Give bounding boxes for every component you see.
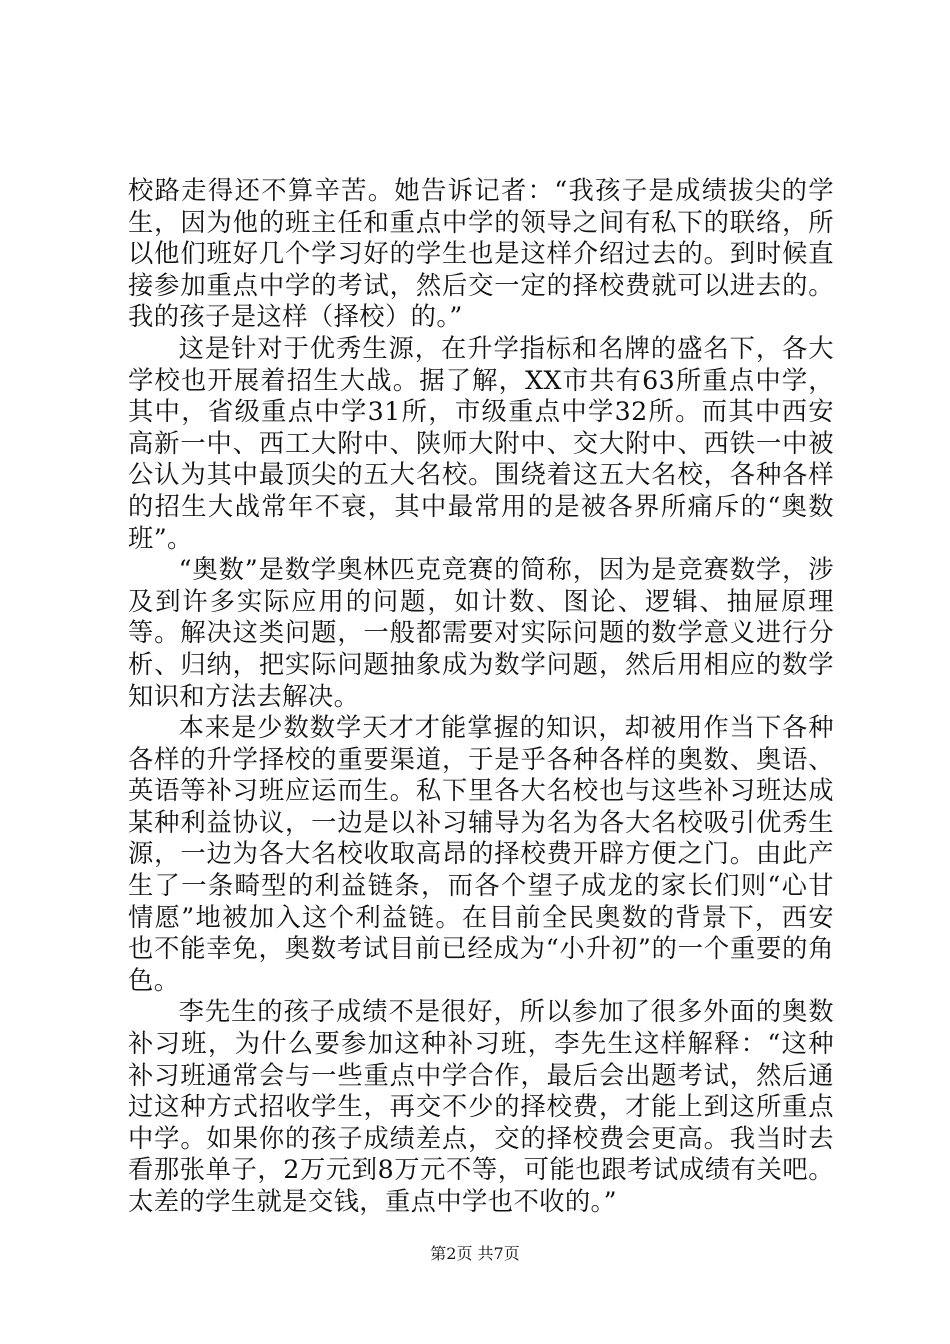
paragraph-mr-li: 李先生的孩子成绩不是很好，所以参加了很多外面的奥数补习班，为什么要参加这种补习班，李先生这样解释：“这种补习班通常会与一些重点中学合作，最后会出题考试，然后通过这种方式招收学生，再交不少的择校费，才能上到这所重点中学。如果你的孩子成绩差点，交的择校费会更高。我当时去看那张单子，2万元到8万元不等，可能也跟考试成绩有关吧。太差的学生就是交钱，重点中学也不收的。”: [128, 997, 834, 1216]
document-body: [128, 175, 834, 1218]
page-number-footer: 第2页 共7页: [430, 1244, 520, 1263]
paragraph-key-schools: 这是针对于优秀生源，在升学指标和名牌的盛名下，各大学校也开展着招生大战。据了解，XX市共有63所重点中学，其中，省级重点中学31所，市级重点中学32所。而其中西安高新一中、西工大附中、陕师大附中、交大附中、西铁一中被公认为其中最顶尖的五大名校。围绕着这五大名校，各种各样的招生大战常年不衰，其中最常用的是被各界所痛斥的“奥数班”。: [128, 333, 834, 553]
paragraph-continued: 校路走得还不算辛苦。她告诉记者：“我孩子是成绩拔尖的学生，因为他的班主任和重点中学的领导之间有私下的联络，所以他们班好几个学习好的学生也是这样介绍过去的。到时候直接参加重点中学的考试，然后交一定的择校费就可以进去的。我的孩子是这样（择校）的。”: [128, 176, 834, 332]
paragraph-olympiad-definition: “奥数”是数学奥林匹克竞赛的简称，因为是竞赛数学，涉及到许多实际应用的问题，如计数、图论、逻辑、抽屉原理等。解决这类问题，一般都需要对实际问题的数学意义进行分析、归纳，把实际问题抽象成为数学问题，然后用相应的数学知识和方法去解决。: [128, 555, 834, 711]
paragraph-interest-chain: 本来是少数数学天才才能掌握的知识，却被用作当下各种各样的升学择校的重要渠道，于是乎各种各样的奥数、奥语、英语等补习班应运而生。私下里各大名校也与这些补习班达成某种利益协议，一边是以补习辅导为名为各大名校吸引优秀生源，一边为各大名校收取高昂的择校费开辟方便之门。由此产生了一条畸型的利益链条，而各个望子成龙的家长们则“心甘情愿”地被加入这个利益链。在目前全民奥数的背景下，西安也不能幸免，奥数考试目前已经成为“小升初”的一个重要的角色。: [128, 713, 834, 995]
